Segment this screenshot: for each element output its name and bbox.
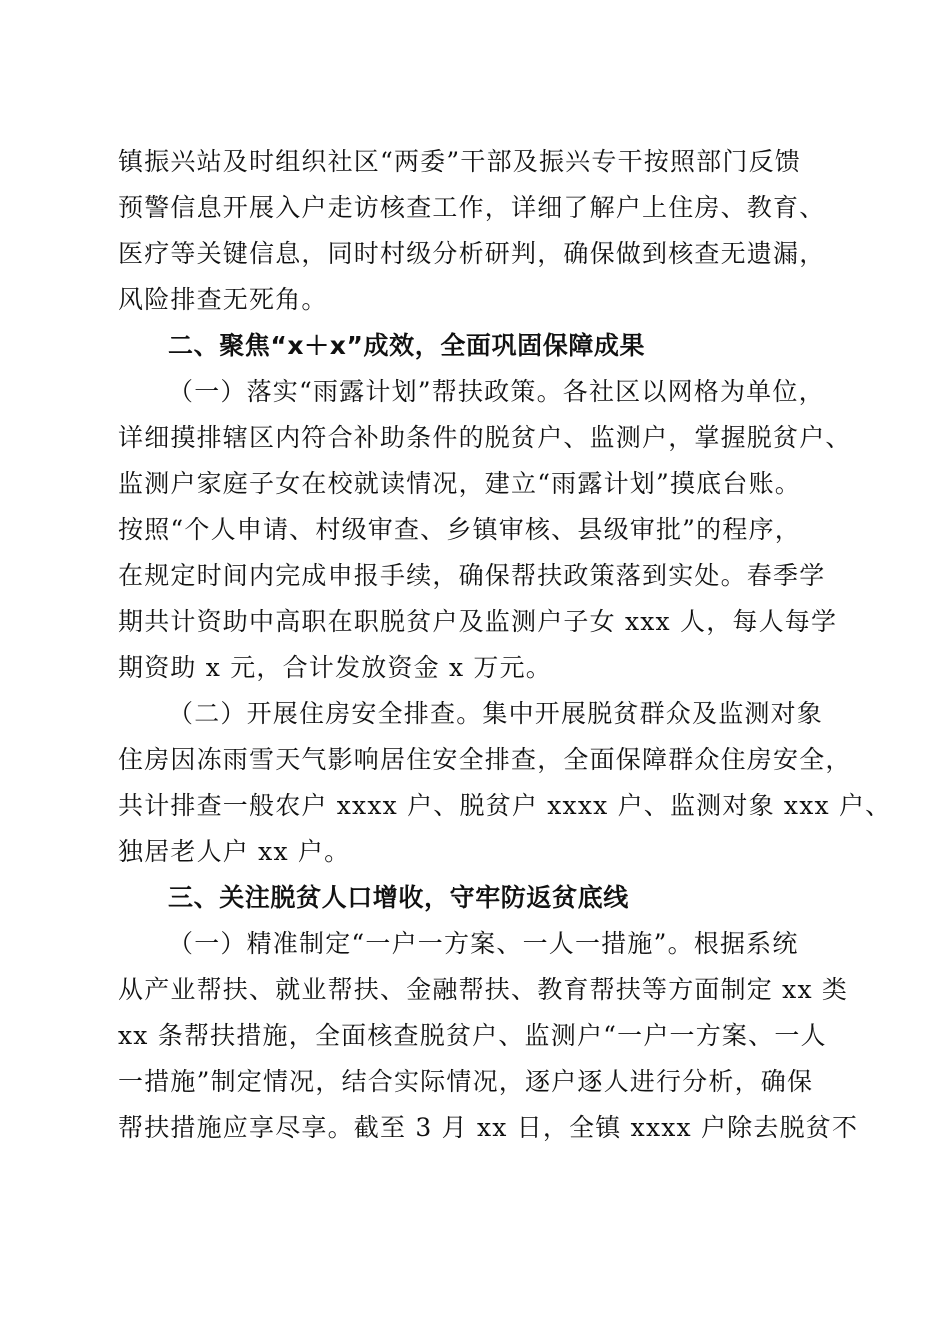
paragraph-line: 详细摸排辖区内符合补助条件的脱贫户、监测户，掌握脱贫户、 xyxy=(118,423,852,452)
paragraph-line: 医疗等关键信息，同时村级分析研判，确保做到核查无遗漏， xyxy=(118,239,826,268)
paragraph-line: xx 条帮扶措施，全面核查脱贫户、监测户“一户一方案、一人 xyxy=(118,1021,827,1050)
paragraph-line: 住房因冻雨雪天气影响居住安全排查，全面保障群众住房安全， xyxy=(118,745,852,774)
paragraph-line: （一）落实“雨露计划”帮扶政策。各社区以网格为单位， xyxy=(168,377,825,406)
paragraph-line: 镇振兴站及时组织社区“两委”干部及振兴专干按照部门反馈 xyxy=(118,147,801,176)
section-heading-3: 三、关注脱贫人口增收，守牢防返贫底线 xyxy=(168,883,629,912)
paragraph-line: 期共计资助中高职在职脱贫户及监测户子女 xxx 人，每人每学 xyxy=(118,607,838,636)
paragraph-line: 监测户家庭子女在校就读情况，建立“雨露计划”摸底台账。 xyxy=(118,469,801,498)
paragraph-line: （一）精准制定“一户一方案、一人一措施”。根据系统 xyxy=(168,929,799,958)
section-heading-2: 二、聚焦“x＋x”成效，全面巩固保障成果 xyxy=(168,331,646,360)
paragraph-line: 一措施”制定情况，结合实际情况，逐户逐人进行分析，确保 xyxy=(118,1067,814,1096)
paragraph-line: 共计排查一般农户 xxxx 户、脱贫户 xxxx 户、监测对象 xxx 户、 xyxy=(118,791,892,820)
paragraph-line: 期资助 x 元，合计发放资金 x 万元。 xyxy=(118,653,552,682)
paragraph-line: （二）开展住房安全排查。集中开展脱贫群众及监测对象 xyxy=(168,699,824,728)
paragraph-line: 独居老人户 xx 户。 xyxy=(118,837,351,866)
paragraph-line: 从产业帮扶、就业帮扶、金融帮扶、教育帮扶等方面制定 xx 类 xyxy=(118,975,849,1004)
paragraph-line: 预警信息开展入户走访核查工作，详细了解户上住房、教育、 xyxy=(118,193,826,222)
paragraph-line: 在规定时间内完成申报手续，确保帮扶政策落到实处。春季学 xyxy=(118,561,826,590)
paragraph-line: 风险排查无死角。 xyxy=(118,285,328,314)
paragraph-line: 按照“个人申请、村级审查、乡镇审核、县级审批”的程序， xyxy=(118,515,801,544)
paragraph-line: 帮扶措施应享尽享。截至 3 月 xx 日，全镇 xxxx 户除去脱贫不 xyxy=(118,1113,859,1142)
